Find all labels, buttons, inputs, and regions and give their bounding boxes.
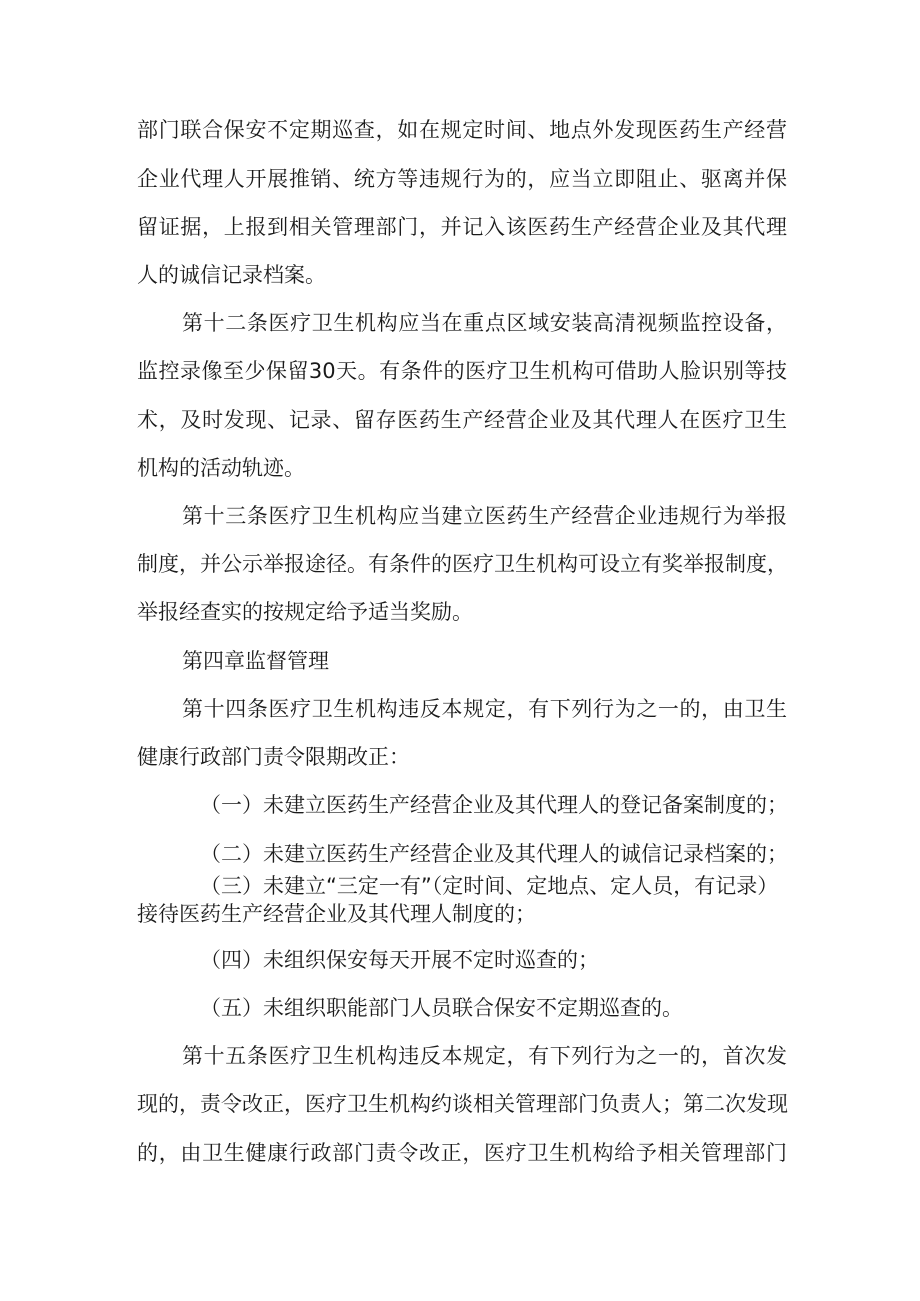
body-text-line: 举报经查实的按规定给予适当奖励。 [137,600,473,624]
body-text-line: 的，由卫生健康行政部门责令改正，医疗卫生机构给予相关管理部门 [137,1141,787,1165]
chapter-heading: 第四章监督管理 [182,649,329,673]
body-text-line: 机构的活动轨迹。 [137,456,305,480]
list-item: （四）未组织保安每天开展不定时巡查的； [200,948,599,972]
list-item: （三）未建立“三定一有”（定时间、定地点、定人员，有记录） [200,874,779,898]
body-text-line: 人的诚信记录档案。 [137,263,326,287]
body-text-line: 制度，并公示举报途径。有条件的医疗卫生机构可设立有奖举报制度， [137,552,788,576]
body-text-line: 企业代理人开展推销、统方等违规行为的，应当立即阻止、驱离并保 [137,167,787,191]
list-item: （一）未建立医药生产经营企业及其代理人的登记备案制度的； [200,793,788,817]
body-text-line: 现的，责令改正，医疗卫生机构约谈相关管理部门负责人；第二次发现 [137,1092,788,1116]
list-item: （五）未组织职能部门人员联合保安不定期巡查的。 [200,996,683,1020]
article-15-first-line: 第十五条医疗卫生机构违反本规定，有下列行为之一的，首次发 [182,1044,787,1068]
list-item-continuation: 接待医药生产经营企业及其代理人制度的； [137,902,536,926]
body-text-line: 健康行政部门责令限期改正： [137,745,410,769]
body-text-line: 部门联合保安不定期巡查，如在规定时间、地点外发现医药生产经营 [137,118,787,142]
list-item: （二）未建立医药生产经营企业及其代理人的诚信记录档案的； [200,842,788,866]
body-text-line: 术，及时发现、记录、留存医药生产经营企业及其代理人在医疗卫生 [137,408,787,432]
article-12-first-line: 第十二条医疗卫生机构应当在重点区域安装高清视频监控设备， [182,311,787,335]
body-text-line: 留证据，上报到相关管理部门，并记入该医药生产经营企业及其代理 [137,215,787,239]
article-14-first-line: 第十四条医疗卫生机构违反本规定，有下列行为之一的，由卫生 [182,697,787,721]
body-text-line: 监控录像至少保留30天。有条件的医疗卫生机构可借助人脸识别等技 [137,359,787,383]
article-13-first-line: 第十三条医疗卫生机构应当建立医药生产经营企业违规行为举报 [182,504,787,528]
